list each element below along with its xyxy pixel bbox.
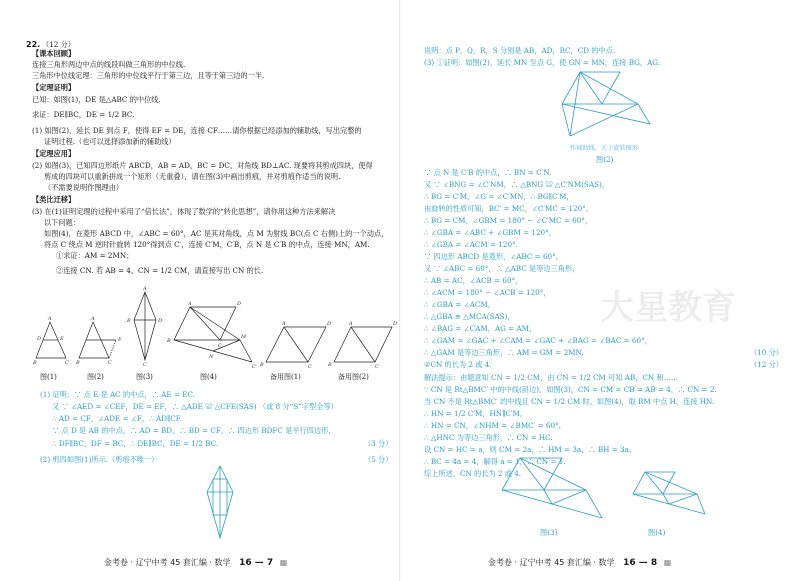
watermark: 大星教育 <box>600 288 736 328</box>
application-line-a: (2) 如图(3)，已知四边形纸片 ABCD，AB = AD，BC = DC，对角线 BD⊥AC. 现要将其剪成四块，使得 <box>32 161 373 170</box>
right-page <box>400 0 800 581</box>
svg-text:D: D <box>37 336 42 342</box>
proof-line-0: ∵ 点 N 是 C′B 的中点，∴ BN = C′N. <box>424 168 552 177</box>
svg-text:M: M <box>241 334 247 340</box>
analogy-line-e: ①求证：AM = 2MN； <box>56 251 134 260</box>
svg-text:C: C <box>218 343 222 349</box>
svg-text:C: C <box>108 360 112 366</box>
solution-line-5: ∴ △HNC 为等边三角形，∴ CN = HC. <box>424 433 553 442</box>
proof-line-9: ∴ AB = AC，∠ACB = 60°， <box>424 276 523 285</box>
answer-line-4: ∵ 点 D 是 AB 的中点，∴ AD = BD，∴ BD = CF，∴ 四边形 BDFC 是平行四边形， <box>52 426 336 435</box>
svg-text:A: A <box>188 301 192 307</box>
proof-line-5: ∴ ∠GBA = ∠ABC + ∠GBM = 120°， <box>424 228 556 237</box>
svg-text:C′: C′ <box>252 364 257 370</box>
score-10: （10 分） <box>750 348 783 357</box>
left-footer <box>104 557 287 568</box>
proof-line-3: 由旋转的性质可知，BC′ = MC，∠C′MC = 120°， <box>424 204 593 213</box>
analogy-line-c: 如图(4)，在菱形 ABCD 中，∠ABC = 60°，AC 是其对角线，点 M 为射线 BC(点 C 右侧)上的一个动点， <box>44 229 389 238</box>
solution-line-3: ∴ HN = 1/2 C′M，HN∥C′M， <box>424 409 528 418</box>
svg-text:A: A <box>48 316 52 322</box>
svg-text:C: C <box>308 364 312 370</box>
figure-1 <box>32 316 69 366</box>
svg-text:C: C <box>375 364 379 370</box>
answer-cut-figure <box>180 462 260 542</box>
right-line-r1: 说明：点 P，Q，R，S 分别是 AB，AD，BC，CD 的中点. <box>424 46 616 55</box>
right-footer-title: 金考卷 · 辽宁中考 45 套汇编 · 数学 <box>488 558 615 567</box>
right-line-r2: (3) ①证明：如图(2)，延长 MN 至点 G，使 GN = MN，连接 BG，AG. <box>424 58 661 67</box>
answer-line-2: 又 ∵ ∠AED = ∠CEF，DE = EF，∴ △ADE ≌ △CFE(SAS) （或 8 分“S”字型全等） <box>52 402 338 411</box>
application-line-c: （不需要说明作图理由） <box>44 183 124 192</box>
proof-prove: 求证：DE∥BC，DE = 1/2 BC. <box>32 110 135 119</box>
proof-given: 已知：如图(1)，DE 是△ABC 的中位线. <box>32 95 161 104</box>
hint-line: 解法提示：由题意知 CN = 1/2 CM，由 CN = 1/2 CM 可知 AB，CN 和…… <box>424 373 679 382</box>
svg-text:B: B <box>328 362 332 368</box>
svg-text:C: C <box>65 360 69 366</box>
section-application-heading: 【定理应用】 <box>32 149 76 158</box>
answer-figure-3 <box>490 448 620 534</box>
application-line-b: 剪成的四块可以重新拼成一个矩形（无重叠），请在图(3)中画出剪痕，并对剪痕作适当的说明. <box>44 172 341 181</box>
solution-line-8: 综上所述，CN 的长为 2 或 4. <box>424 469 522 478</box>
svg-text:F: F <box>118 337 122 343</box>
svg-text:B: B <box>76 360 80 366</box>
svg-text:E: E <box>60 336 64 342</box>
caption-figure-4: 图(4) <box>200 373 217 381</box>
svg-text:B: B <box>260 362 264 368</box>
caption-figure-1: 图(1) <box>40 373 57 381</box>
svg-text:A: A <box>349 321 353 327</box>
proof-line-7: ∵ 四边形 ABCD 是菱形，∠ABC = 60°， <box>424 252 563 261</box>
review-line-2: 三角形中位线定理：三角形的中位线平行于第三边，且等于第三边的一半. <box>32 71 265 80</box>
svg-text:C: C <box>143 362 147 368</box>
proof-q1-line-a: (1) 如图(2)，延长 DE 到点 F，使得 EF = DE，连接 CF……请你根据已经添加的辅助线，写出完整的 <box>32 126 362 135</box>
answer-line-1: (1) 证明：∵ 点 E 是 AC 的中点，∴ AE = EC. <box>40 390 195 399</box>
fig3-caption: 图(3) <box>540 528 558 537</box>
proof-line-12: ∴ △GBA ≌ △MCA(SAS)， <box>424 312 515 321</box>
section-proof-heading: 【定理证明】 <box>32 83 76 92</box>
figure-2 <box>75 316 122 366</box>
answer-figure-4 <box>625 462 715 528</box>
proof-q1-line-b: 证明过程.（也可以选择添加新的辅助线） <box>44 137 176 146</box>
proof-line-11: ∴ ∠GBA = ∠ACM， <box>424 300 495 309</box>
solution-line-7: ∴ BC = 4a = 4，解得 a = 1，∴ CN = 1. <box>424 457 566 466</box>
figure-4 <box>166 301 258 370</box>
fig4-caption: 图(4) <box>648 528 666 537</box>
analogy-line-b: 以下问题： <box>44 218 80 227</box>
fig2-note: 作辅助线，关于旋转图形 <box>570 145 639 152</box>
svg-text:A: A <box>282 321 286 327</box>
svg-text:B: B <box>33 360 37 366</box>
question-points: （12 分） <box>42 40 75 49</box>
right-footer-page: 16 — 8 <box>623 558 658 568</box>
analogy-line-a: (3) 在(1)证明定理的过程中采用了“倍长法”，体现了数学的“转化思想”，请你用这种方法来解决 <box>32 207 336 216</box>
right-footer <box>488 557 671 568</box>
section-review-heading: 【课本回顾】 <box>32 49 76 58</box>
left-footer-title: 金考卷 · 辽宁中考 45 套汇编 · 数学 <box>104 558 231 567</box>
spare-figure-2 <box>327 321 397 370</box>
svg-text:D: D <box>327 321 332 327</box>
analogy-line-d: 将点 C 绕点 M 逆时针旋转 120°得到点 C′，连接 C′M，C′B，点 N 是 C′B 的中点，连接 MN，AM. <box>44 240 370 249</box>
svg-text:B: B <box>127 318 131 324</box>
answer-figure-2 <box>540 64 660 156</box>
section-analogy-heading: 【类比迁移】 <box>32 195 76 204</box>
proof-line-6: ∴ ∠GBA = ∠ACM = 120°. <box>424 240 518 249</box>
proof-line-14: ∴ ∠GAM = ∠GAC + ∠CAM = ∠GAC + ∠BAG = ∠BAC = 60°， <box>424 336 652 345</box>
review-line-1: 连接三角形两边中点的线段叫做三角形的中位线. <box>32 60 186 69</box>
proof-line-16: ②CN 的长为 2 或 4. <box>424 360 492 369</box>
solution-line-4: ∴ HN = CN，∠NHM = ∠BMC′ = 60°， <box>424 421 566 430</box>
solution-line-2: 当 CN 不是 Rt△BMC′ 的中线且 CN = 1/2 CM 时，如图(4)，取 BM 中点 H，连接 HN. <box>424 397 715 406</box>
caption-spare-figure-2: 备用图(2) <box>338 373 369 381</box>
left-footer-logo-icon: ▦ <box>279 558 288 567</box>
proof-line-1: 又 ∵ ∠BNG = ∠C′NM，∴ △BNG ≌ △C′NM(SAS)， <box>424 180 610 189</box>
svg-text:N: N <box>209 354 214 360</box>
score-12: （12 分） <box>750 360 783 369</box>
answer-line-5: ∴ DF∥BC，DF = BC，∴ DE∥BC，DE = 1/2 BC. <box>52 439 219 448</box>
fig2-caption: 图(2) <box>596 155 614 164</box>
caption-figure-2: 图(2) <box>87 373 104 381</box>
svg-text:D: D <box>158 318 163 324</box>
caption-spare-figure-1: 备用图(1) <box>270 373 301 381</box>
question-number: 22. <box>26 40 41 49</box>
answer-score-3: （3 分） <box>364 439 393 448</box>
svg-text:D: D <box>393 321 398 327</box>
svg-text:A: A <box>143 286 147 292</box>
spare-figure-1 <box>259 321 331 370</box>
solution-line-1: ∵ CN 是 Rt△BMC′ 中的中线(斜边)，如图(3)，CN = CM = CB = AB = 4，∴ CN = 2. <box>424 385 717 394</box>
left-footer-page: 16 — 7 <box>239 558 274 568</box>
proof-line-2: ∴ BG = C′M，∠G = ∠C′MN，∴ BG∥C′M， <box>424 192 574 201</box>
proof-line-4: ∴ BG = CM，∠GBM = 180° − ∠C′MC = 60°， <box>424 216 593 225</box>
proof-line-10: ∴ ∠ACM = 180° − ∠ACB = 120°， <box>424 288 551 297</box>
svg-text:A: A <box>91 316 95 322</box>
right-footer-logo-icon: ▦ <box>663 558 672 567</box>
svg-text:D: D <box>237 301 242 307</box>
proof-line-13: ∴ ∠BAG = ∠CAM，AG = AM， <box>424 324 537 333</box>
caption-figure-3: 图(3) <box>136 373 153 381</box>
figure-3 <box>126 286 162 368</box>
answer-line-3: ∴ AD = CF，∠ADE = ∠F，∴ AD∥CF. <box>52 414 182 423</box>
analogy-line-f: ②连接 CN. 若 AB = 4，CN = 1/2 CM，请直接写出 CN 的长. <box>56 266 264 275</box>
solution-line-6: 设 CN = HC = a，则 CM = 2a，∴ HM = 3a，∴ BH = 3a， <box>424 445 637 454</box>
answer-score-5: （5 分） <box>364 455 393 464</box>
proof-line-8: 又 ∵ ∠ABC = 60°，∴ △ABC 是等边三角形， <box>424 264 580 273</box>
answer-line-6: (2) 剪四如图(1)所示.（剪痕不唯一） <box>40 455 159 464</box>
proof-line-15: ∴ △GAM 是等边三角形，∴ AM = GM = 2MN. <box>424 348 584 357</box>
svg-text:B: B <box>167 338 171 344</box>
